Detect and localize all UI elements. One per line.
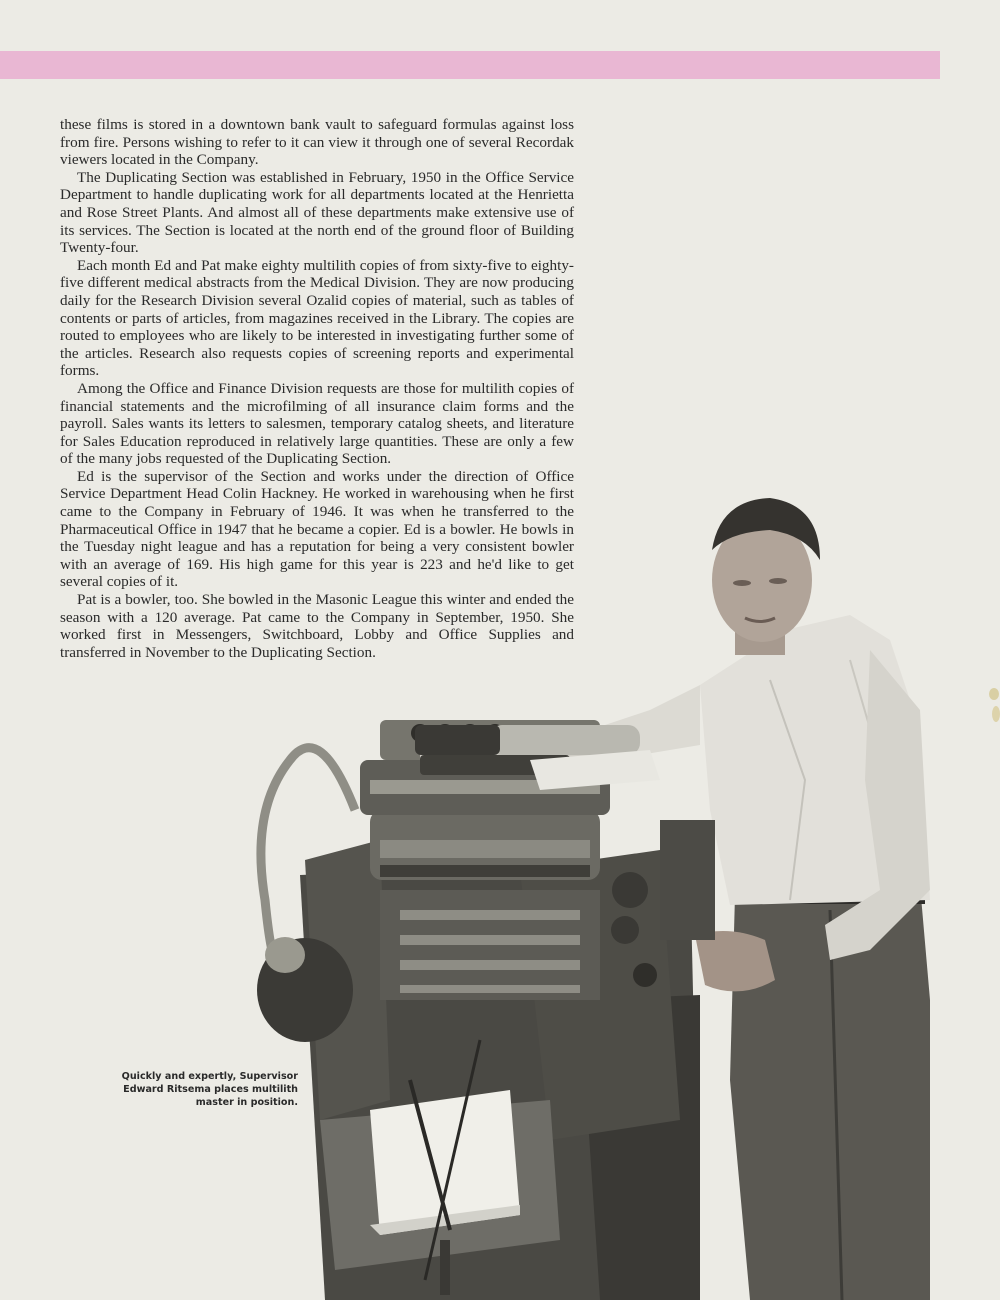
photo-supervisor-at-multilith [230, 480, 950, 1300]
paragraph: Among the Office and Finance Division requests are those for multilith copies of financial statements and the microfilming of all insurance claim forms and the payroll. Sales wants its letters to salesmen, temporary catalog sheets, and literature for Sales Education reproduced in relatively large quantities. These are only a few of the many jobs requested of the Duplicating Section. [60, 379, 574, 468]
paragraph: The Duplicating Section was established in February, 1950 in the Office Service Department to handle duplicating work for all departments located at the Henrietta and Rose Street Plants. And almost all of these departments make extensive use of its services. The Section is located at the north end of the ground floor of Building Twenty-four. [60, 168, 574, 257]
paragraph: Pat is a bowler, too. She bowled in the Masonic League this winter and ended the season with a 120 average. Pat came to the Company in September, 1950. She worked first in Messengers, Switchboard, Lobby and Office Supplies and transferred in November to the Duplicating Section. [60, 591, 574, 661]
paragraph: Each month Ed and Pat make eighty multilith copies of from sixty-five to eighty-five different medical abstracts from the Medical Division. They are now producing daily for the Research Division several Ozalid copies of material, such as tables of contents or parts of articles, from magazines received in the Library. The copies are routed to employees who are likely to be interested in investigating further some of the articles. Research also requests copies of screening reports and experimental forms. [60, 256, 574, 380]
photo-caption: Quickly and expertly, Supervisor Edward Ritsema places multilith master in position. [121, 1071, 298, 1108]
paragraph: Ed is the supervisor of the Section and works under the direction of Office Service Department Head Colin Hackney. He worked in warehousing when he first came to the Company in February of 1946. It was when he transferred to the Pharmaceutical Office in 1947 that he became a copier. Ed is a bowler. He bowls in the Tuesday night league and has a reputation for being a very consistent bowler with an average of 169. His high game for this year is 223 and he'd like to get several copies of it. [60, 467, 574, 591]
header-accent-band [0, 51, 940, 79]
paper-wear-mark [985, 680, 1000, 730]
paragraph: these films is stored in a downtown bank vault to safeguard formulas against loss from fire. Persons wishing to refer to it can view it through one of several Recordak viewers located in the Company. [60, 116, 574, 169]
